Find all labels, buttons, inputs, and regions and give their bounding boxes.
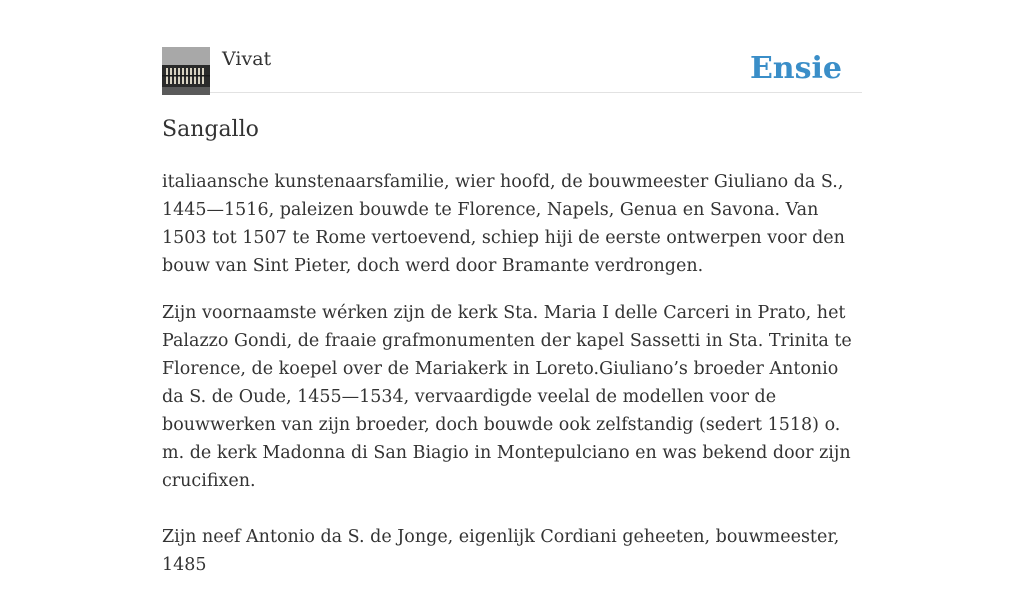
paragraph: Zijn voornaamste wérken zijn de kerk Sta. Maria I delle Carceri in Prato, het Palazzo Gondi, de fraaie grafmonumenten der kapel Sassetti in Sta. Trinita te Florence, de koepel over de Mariakerk in Loreto.Giuliano’s broeder Antonio da S. de Oude, 1455—1534, vervaardigde veelal de modellen voor de bouwwerken van zijn broeder, doch bouwde ook zelfstandig (sedert 1518) o. m. de kerk Madonna di San Biagio in Montepulciano en was bekend door zijn crucifixen. [162, 303, 852, 491]
paragraph: italiaansche kunstenaarsfamilie, wier hoofd, de bouwmeester Giuliano da S., 1445—1516, paleizen bouwde te Florence, Napels, Genua en Savona. Van 1503 tot 1507 te Rome vertoevend, schiep hiji de eerste ontwerpen voor den bouw van Sint Pieter, doch werd door Bramante verdrongen. [162, 172, 845, 276]
brand-logo[interactable]: Ensie [749, 51, 842, 86]
page [162, 0, 862, 575]
page-title: Sangallo [162, 117, 259, 142]
header [162, 47, 862, 93]
author-name[interactable]: Vivat [222, 48, 272, 70]
library-bookshelf-icon [162, 47, 210, 95]
article-body [162, 168, 862, 598]
avatar[interactable] [162, 47, 210, 95]
paragraph: Zijn neef Antonio da S. de Jonge, eigenlijk Cordiani geheeten, bouwmeester, 1485 [162, 527, 840, 575]
